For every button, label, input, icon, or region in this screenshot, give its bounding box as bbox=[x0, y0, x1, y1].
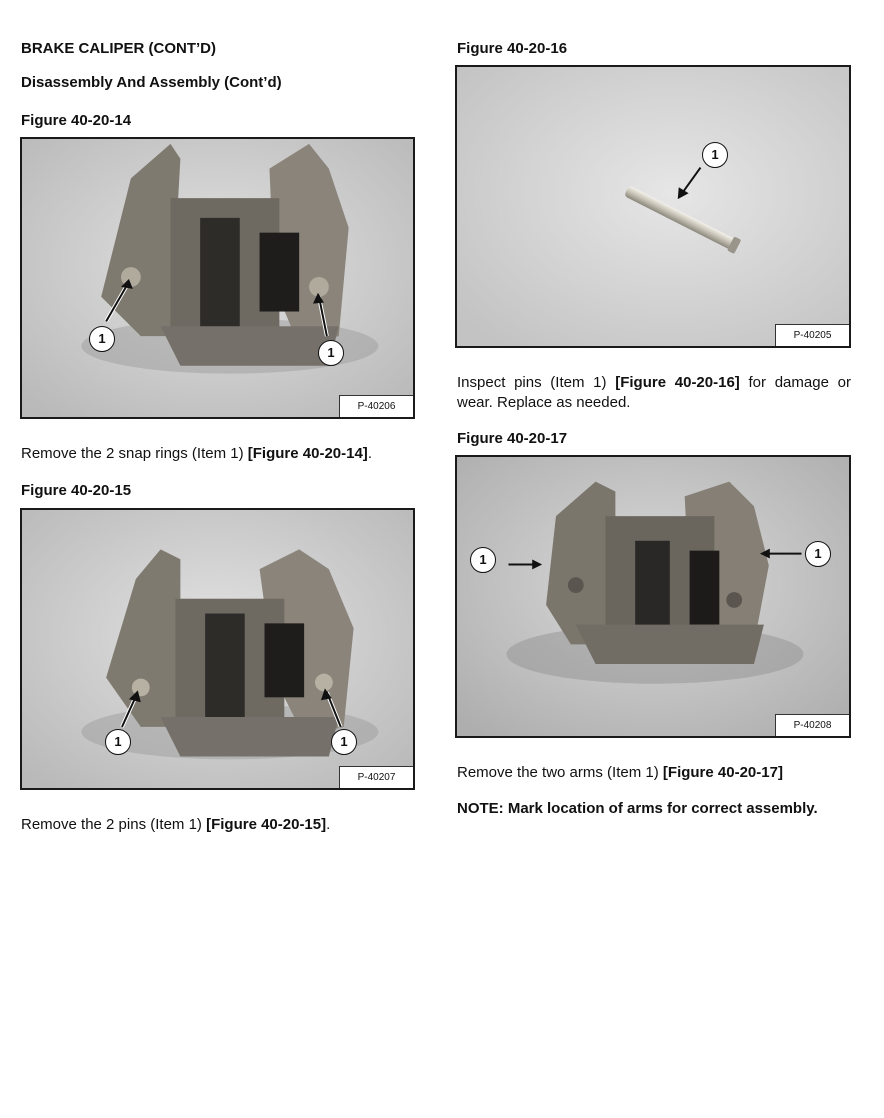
photo-id-tag: P-40208 bbox=[775, 714, 849, 736]
photo-id-tag: P-40205 bbox=[775, 324, 849, 346]
instruction-fig14: Remove the 2 snap rings (Item 1) [Figure 40-20-14]. bbox=[21, 445, 372, 462]
figure-40-20-17-photo bbox=[455, 455, 851, 738]
figure-40-20-14-photo bbox=[20, 137, 415, 419]
caliper-photo-illustration bbox=[457, 457, 849, 736]
assembly-note: NOTE: Mark location of arms for correct assembly. bbox=[457, 800, 818, 817]
pin-photo-illustration bbox=[457, 67, 849, 346]
callout-item-1-left: 1 bbox=[470, 547, 496, 573]
section-title: BRAKE CALIPER (CONT’D) bbox=[21, 40, 216, 57]
instruction-fig17: Remove the two arms (Item 1) [Figure 40-20-17] bbox=[457, 764, 783, 781]
callout-item-1-right: 1 bbox=[805, 541, 831, 567]
figure-40-20-17-label: Figure 40-20-17 bbox=[457, 430, 568, 447]
figure-40-20-15-label: Figure 40-20-15 bbox=[21, 482, 132, 499]
figure-40-20-14-label: Figure 40-20-14 bbox=[21, 112, 132, 129]
callout-item-1-right: 1 bbox=[318, 340, 344, 366]
photo-id-tag: P-40206 bbox=[339, 395, 413, 417]
figure-40-20-15-photo bbox=[20, 508, 415, 790]
subsection-title: Disassembly And Assembly (Cont’d) bbox=[21, 74, 282, 91]
caliper-photo-illustration bbox=[22, 139, 413, 417]
figure-40-20-16-label: Figure 40-20-16 bbox=[457, 40, 568, 57]
callout-item-1-right: 1 bbox=[331, 729, 357, 755]
photo-id-tag: P-40207 bbox=[339, 766, 413, 788]
instruction-fig16: Inspect pins (Item 1) [Figure 40-20-16] for damage or wear. Replace as needed. bbox=[457, 374, 851, 411]
callout-item-1-left: 1 bbox=[89, 326, 115, 352]
figure-40-20-16-photo bbox=[455, 65, 851, 348]
callout-item-1: 1 bbox=[702, 142, 728, 168]
callout-item-1-left: 1 bbox=[105, 729, 131, 755]
instruction-fig15: Remove the 2 pins (Item 1) [Figure 40-20-15]. bbox=[21, 816, 331, 833]
